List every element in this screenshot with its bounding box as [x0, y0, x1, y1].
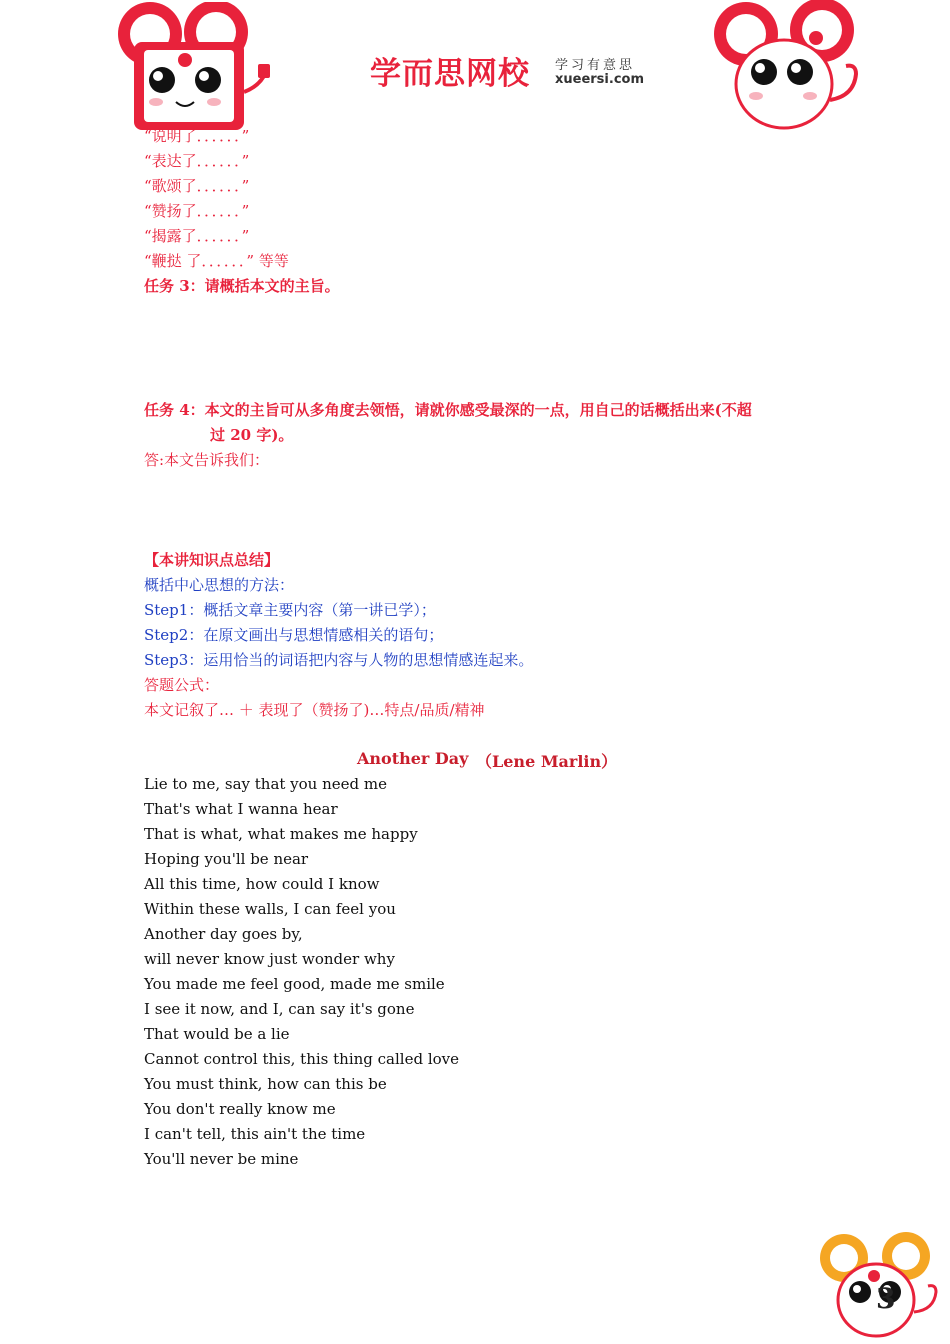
song-author: （Lene Marlin）: [476, 752, 618, 771]
page-number: 3: [876, 1282, 896, 1315]
lyric-line: I can't tell, this ain't the time: [144, 1125, 366, 1143]
lyric-line: You made me feel good, made me smile: [144, 975, 445, 993]
step-item: Step2：在原文画出与思想情感相关的语句；: [144, 626, 444, 644]
lyric-line: That would be a lie: [144, 1025, 290, 1043]
phrase-item: “歌颂了．．．．．．”: [144, 177, 250, 195]
step-item: Step3：运用恰当的词语把内容与人物的思想情感连起来。: [144, 651, 534, 669]
task4-answer-prompt: 答:本文告诉我们：: [144, 451, 270, 469]
logo-title: 学而思网校: [370, 56, 530, 92]
phrase-item: “鞭挞 了．．．．．．” 等等: [144, 252, 289, 270]
lyric-line: Hoping you'll be near: [144, 850, 309, 868]
lyric-line: You don't really know me: [144, 1100, 336, 1118]
lyric-line: I see it now, and I, can say it's gone: [144, 1000, 415, 1018]
mascot-square-icon: [112, 2, 277, 132]
task4-heading: 任务 4：本文的主旨可从多角度去领悟，请就你感受最深的一点，用自己的话概括出来(不超: [144, 401, 752, 419]
song-title: Another Day: [357, 749, 469, 768]
lyric-line: You must think, how can this be: [144, 1075, 387, 1093]
lyric-line: You'll never be mine: [144, 1150, 299, 1168]
logo-url: xueersi.com: [555, 72, 645, 87]
logo-slogan: 学习有意思: [555, 58, 636, 73]
mascot-mouse-icon: [712, 0, 872, 132]
method-title: 概括中心思想的方法：: [144, 576, 295, 594]
lyric-line: All this time, how could I know: [144, 875, 380, 893]
phrase-item: “赞扬了．．．．．．”: [144, 202, 250, 220]
lyric-line: That's what I wanna hear: [144, 800, 338, 818]
lyric-line: Within these walls, I can feel you: [144, 900, 396, 918]
task4-heading-cont: 过 20 字)。: [210, 426, 294, 444]
step-item: Step1：概括文章主要内容（第一讲已学）；: [144, 601, 436, 619]
phrase-item: “说明了．．．．．．”: [144, 127, 250, 145]
lyric-line: Cannot control this, this thing called love: [144, 1050, 460, 1068]
phrase-item: “表达了．．．．．．”: [144, 152, 250, 170]
formula-text: 本文记叙了… ＋ 表现了（赞扬了)…特点/品质/精神: [144, 701, 485, 719]
summary-heading: 【本讲知识点总结】: [144, 551, 280, 569]
formula-title: 答题公式：: [144, 676, 220, 694]
lyric-line: will never know just wonder why: [144, 950, 395, 968]
lyric-line: Another day goes by,: [144, 925, 303, 943]
lyric-line: That is what, what makes me happy: [144, 825, 418, 843]
lyric-line: Lie to me, say that you need me: [144, 775, 387, 793]
phrase-item: “揭露了．．．．．．”: [144, 227, 250, 245]
task3-heading: 任务 3：请概括本文的主旨。: [144, 277, 340, 295]
